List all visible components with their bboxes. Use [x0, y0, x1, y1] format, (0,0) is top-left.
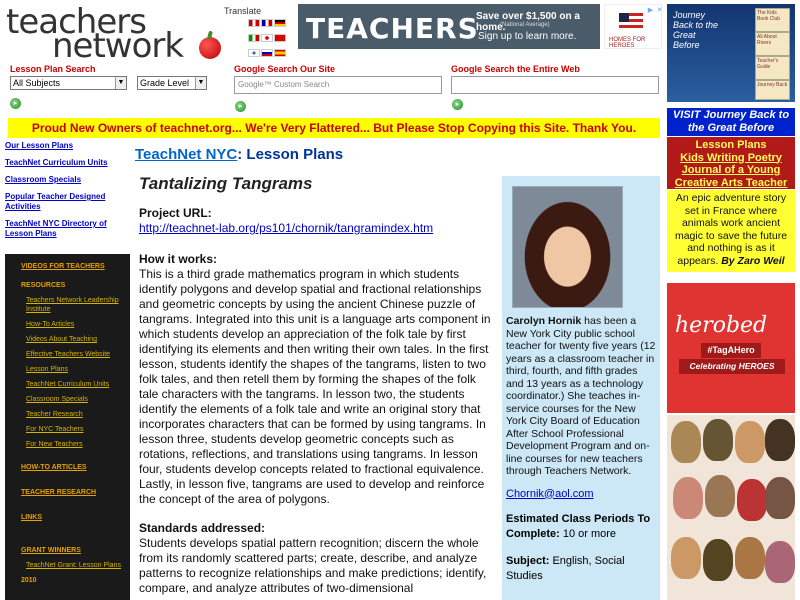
author-bio-panel [502, 176, 660, 600]
author-email-link[interactable]: Chornik@aol.com [506, 487, 594, 500]
epic-author: By Zaro Weil [721, 254, 785, 267]
flag-icon[interactable] [274, 49, 286, 57]
flag-icon[interactable] [274, 34, 286, 42]
nav-grant-winners: GRANT WINNERS [21, 547, 81, 554]
lesson-search-go-icon[interactable]: ▸ [10, 98, 21, 109]
kids-lesson-box [667, 137, 795, 189]
nav-link-popular-activities[interactable]: Popular Teacher Designed Activities [5, 192, 106, 211]
language-flags [248, 18, 294, 63]
grade-level-select[interactable] [137, 76, 207, 90]
logo-text-teachers: teachers [6, 2, 146, 42]
nav-resource-link[interactable]: Teachers Network Leadership Institute [26, 297, 119, 313]
book-ad[interactable] [667, 4, 795, 102]
site-search-go-icon[interactable]: ▸ [235, 101, 246, 112]
how-it-works-heading: How it works: [139, 252, 218, 266]
nav-resource-link[interactable]: Lesson Plans [26, 366, 69, 373]
hero-photo [765, 419, 795, 461]
notice-banner: Proud New Owners of teachnet.org... We're Very Flattered... But Please Stop Copying this Site. Thank You. [8, 118, 660, 138]
hero-photo [737, 479, 767, 521]
visit-book-link[interactable]: VISIT Journey Back to the Great Before [667, 108, 795, 136]
epic-text: An epic adventure story set in France where animals work ancient magic to save the future and nothing is as it appears. [674, 192, 788, 267]
top-banner-ad[interactable] [298, 4, 600, 49]
class-periods-value: 10 or more [559, 527, 617, 540]
herobed-celebrating: Celebrating HEROES [679, 359, 785, 374]
kids-heading: Lesson Plans [695, 139, 767, 151]
main-content [135, 146, 497, 596]
flag-icon[interactable] [274, 19, 286, 27]
breadcrumb [135, 146, 497, 163]
site-search-input[interactable]: Google™ Custom Search [234, 76, 442, 94]
subject-value: English, Social Studies [506, 554, 625, 582]
book-cover: All About Rivers [755, 32, 790, 56]
nav-resource-link[interactable]: For NYC Teachers [26, 426, 84, 433]
translate-label: Translate [224, 6, 262, 16]
nav-resource-link[interactable]: Videos About Teaching [26, 336, 97, 343]
nav-link-nyc-directory[interactable]: TeachNet NYC Directory of Lesson Plans [5, 219, 107, 238]
herobed-tag: #TagAHero [701, 343, 761, 358]
nav-resource-link[interactable]: TeachNet Curriculum Units [26, 381, 110, 388]
hero-photo [735, 537, 765, 579]
nav-resource-link[interactable]: How-To Articles [26, 321, 75, 328]
nav-resources-heading: RESOURCES [21, 282, 66, 289]
teachers-network-logo[interactable] [6, 2, 221, 66]
epic-story-box [667, 190, 795, 272]
nav-link-curriculum-units[interactable]: TeachNet Curriculum Units [5, 158, 108, 167]
breadcrumb-link[interactable]: TeachNet NYC [135, 146, 238, 163]
nav-resource-link[interactable]: Teacher Research [26, 411, 83, 418]
subject-label: Subject: [506, 554, 550, 567]
author-name: Carolyn Hornik [506, 315, 582, 327]
book-cover: Teacher's Guide [755, 56, 790, 80]
ad-sub-text: (National Average) [500, 22, 550, 28]
hero-photo [765, 477, 795, 519]
ad-save-text: Save over $1,500 on a home. [476, 11, 580, 33]
author-photo [512, 186, 623, 308]
hero-photo [673, 477, 703, 519]
lesson-search-label: Lesson Plan Search [10, 64, 96, 74]
flag-star-icon [619, 13, 629, 22]
left-nav-resources [5, 254, 130, 600]
nav-link-classroom-specials[interactable]: Classroom Specials [5, 175, 82, 184]
flag-icon[interactable] [248, 34, 260, 42]
standards-heading: Standards addressed: [139, 521, 266, 535]
nav-grant-link[interactable]: TeachNet Grant: Lesson Plans [26, 562, 121, 569]
close-ad-icon[interactable]: ✕ [656, 7, 663, 14]
kids-link[interactable]: Journal of a Young Creative Arts Teacher [674, 164, 788, 189]
book-cover: The Kids Book Club [755, 8, 790, 32]
web-search-label: Google Search the Entire Web [451, 64, 580, 74]
book-cover: Journey Back [755, 80, 790, 100]
apple-icon [199, 37, 221, 59]
nav-link-our-lesson-plans[interactable]: Our Lesson Plans [5, 141, 74, 150]
how-it-works-text: This is a third grade mathematics program in which students identify polygons and develop spatial and fractional relationships and geometric concepts by using the ancient Chinese puzzle of tangrams. Integrated into this unit is a language arts component in which students develop an appreciation of the folk tale by first identifying its elements and then writing their own tales. In the first lesson, students identify the shapes of the tangrams, listen to two folk tales, and then retell them by forming the shapes of the folk tale characters with the tangrams. In lesson two, the students identify the elements of a folk tale and write an original story that incorporates characters that can be formed by using tangrams. In lesson three, students develop geometric concepts such as rotations, reflections, and translations using tangrams. In lesson four, students develop concepts related to fractional equivalence. Lastly, in lesson five, tangrams are used to develop and reinforce the concept of the area of polygons. [139, 267, 491, 506]
hero-photo [703, 539, 733, 581]
herobed-wordmark: herobed [675, 313, 768, 338]
web-search-go-icon[interactable]: ▸ [452, 99, 463, 110]
subject [506, 554, 656, 584]
hero-photo [703, 419, 733, 461]
nav-resource-link[interactable]: For New Teachers [26, 441, 83, 448]
flag-icon[interactable] [248, 19, 260, 27]
chevron-down-icon: ▼ [115, 77, 126, 89]
ad-signup-text: Sign up to learn more. [478, 31, 577, 42]
kids-link[interactable]: Kids Writing Poetry [680, 151, 782, 164]
ad-logo-caption: HOMES FOR HEROES [609, 37, 646, 49]
author-bio-body: has been a New York City public school teacher for twenty five years (12 years as a classroom teacher in third, fourth, and fifth grades and 13 years as a technology coordinator.) She teaches in-service courses for the New York City Board of Education After School Professional Development Program and on-line courses for new teachers through Teachers Network. [506, 315, 656, 477]
hero-photo [765, 541, 795, 583]
class-periods-label: Estimated Class Periods To Complete: [506, 512, 651, 540]
project-url-link[interactable]: http://teachnet-lab.org/ps101/chornik/tangramindex.htm [139, 221, 434, 235]
logo-text-network: network [52, 26, 184, 66]
adchoices-icon[interactable]: ▶ [647, 7, 654, 14]
chevron-down-icon: ▼ [195, 77, 206, 89]
nav-videos-for-teachers[interactable]: VIDEOS FOR TEACHERS [21, 263, 105, 270]
nav-year: 2010 [21, 577, 37, 584]
class-periods [506, 512, 656, 542]
nav-teacher-research[interactable]: TEACHER RESEARCH [21, 489, 97, 496]
left-nav-links [5, 141, 130, 246]
hero-photo [735, 421, 765, 463]
standards-text: Students develops spatial pattern recognition; discern the whole from its randomly scattered parts; create, describe, and analyze patterns to recognize relationships and make predictions; identify, compare, and analyze attributes of two-dimensional [139, 536, 487, 595]
nav-links[interactable]: LINKS [21, 514, 42, 521]
subjects-select[interactable] [10, 76, 127, 90]
hero-photo [671, 537, 701, 579]
heroes-photo-grid[interactable] [667, 415, 795, 600]
herobed-ad[interactable] [667, 283, 795, 413]
site-search-label: Google Search Our Site [234, 64, 336, 74]
breadcrumb-rest: : Lesson Plans [237, 146, 344, 163]
project-url-heading: Project URL: [139, 206, 212, 220]
subjects-select-value: All Subjects [13, 78, 61, 88]
flag-icon[interactable] [261, 49, 273, 57]
book-ad-title: Journey Back to the Great Before [673, 10, 719, 50]
nav-howto-articles[interactable]: HOW-TO ARTICLES [21, 464, 87, 471]
flag-icon[interactable] [261, 19, 273, 27]
author-bio-text [506, 315, 656, 478]
web-search-input[interactable] [451, 76, 659, 94]
page-title: Tantalizing Tangrams [139, 174, 313, 193]
nav-resource-link[interactable]: Classroom Specials [26, 396, 88, 403]
ad-headline: TEACHERS [306, 12, 479, 45]
nav-resource-link[interactable]: Effective Teachers Website [26, 351, 111, 358]
flag-icon[interactable] [248, 49, 260, 57]
hero-photo [671, 421, 701, 463]
grade-select-value: Grade Level [140, 78, 190, 88]
flag-icon[interactable] [261, 34, 273, 42]
hero-photo [705, 475, 735, 517]
